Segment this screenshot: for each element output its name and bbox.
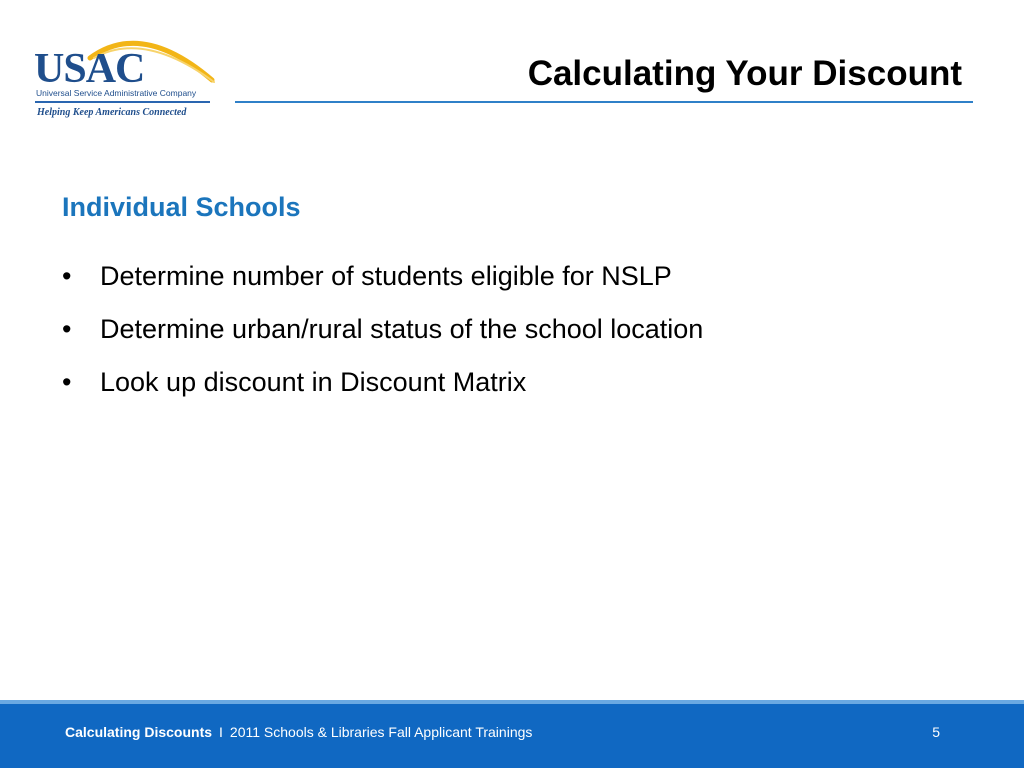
bullet-icon: • [62,314,72,344]
slide-title: Calculating Your Discount [527,54,962,93]
footer-bar [0,700,1024,768]
footer-event-name: 2011 Schools & Libraries Fall Applicant Trainings [229,724,533,740]
section-heading: Individual Schools [62,192,301,222]
logo-tagline: Helping Keep Americans Connected [37,107,187,118]
logo-wordmark: USAC [34,46,145,92]
bullet-item [62,309,703,362]
bullet-icon: • [62,367,72,397]
usac-logo [32,28,232,123]
logo-subtitle: Universal Service Administrative Company [36,88,197,98]
bullet-text: Look up discount in Discount Matrix [100,367,527,397]
bullet-item [62,362,703,415]
logo-divider [35,101,210,103]
page-number: 5 [932,724,940,740]
footer-separator: I [219,724,223,740]
bullet-text: Determine number of students eligible for NSLP [100,261,672,291]
footer-text [65,724,532,740]
footer-stripe [0,700,1024,704]
bullet-item [62,256,703,309]
title-divider [235,101,973,103]
bullet-text: Determine urban/rural status of the school location [100,314,704,344]
bullet-icon: • [62,261,72,291]
bullet-list [62,256,703,415]
footer-section-title: Calculating Discounts [65,724,213,740]
